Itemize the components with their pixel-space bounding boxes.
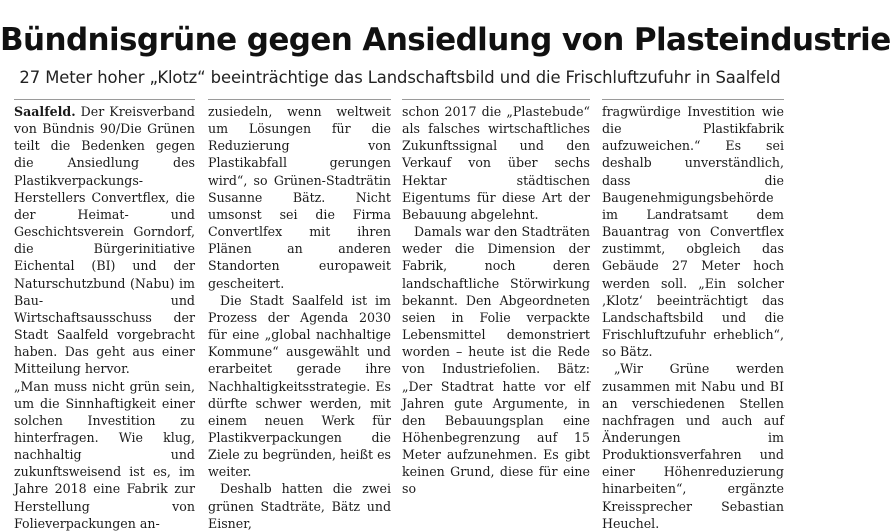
article-paragraph: Die Stadt Saalfeld ist im Prozess der Agenda 2030 für eine „global nachhaltige Kommune“ ausgewählt und erarbeitet gerade ihre Nachhaltigkeitsstrategie. Es dürfte schwer werden, mit einem neuen Werk für Plastikverpackungen die Ziele zu begründen, heißt es weiter. [208,292,391,480]
article-paragraph [14,103,195,378]
article-column-1 [14,103,195,531]
article-paragraph: fragwürdige Investition wie die Plastikfabrik aufzuweichen.“ Es sei deshalb unverständlich, dass die Baugenehmigungsbehörde im Landratsamt dem Bauantrag von Convertflex zustimmt, obgleich das Gebäude 27 Meter hoch werden soll. „Ein solcher ‚Klotz‘ beeinträchtigt das Landschaftsbild und die Frischluftzufuhr erheblich“, so Bätz. [602,104,784,360]
column-rule [602,99,784,100]
paragraph-text: Der Kreisverband von Bündnis 90/Die Grünen teilt die Bedenken gegen die Ansiedlung des Plastikverpackungs-Herstellers Convertflex, die der Heimat- und Geschichtsverein Gorndorf, die Bürgerinitiative Eichental (BI) und der Naturschutzbund (Nabu) im Bau- und Wirtschaftsausschuss der Stadt Saalfeld vorgebracht haben. Das geht aus einer Mitteilung hervor. [14,104,195,377]
article-paragraph: Deshalb hatten die zwei grünen Stadträte, Bätz und Eisner, [208,481,391,531]
column-rule [402,99,590,100]
headline: Bündnisgrüne gegen Ansiedlung von Plasteindustrie [0,22,891,58]
article-paragraph: „Man muss nicht grün sein, um die Sinnhaftigkeit einer solchen Investition zu hinterfragen. Wie klug, nachhaltig und zukunftsweisend ist es, im Jahre 2018 eine Fabrik zur Herstellung von Folieverpackungen an- [14,378,195,531]
column-rule [14,99,195,100]
subheadline: 27 Meter hoher „Klotz“ beeinträchtige das Landschaftsbild und die Frischluftzufuhr in Saalfeld [19,68,781,87]
article-column-4 [602,103,784,531]
article-column-2 [208,103,391,531]
article-column-3 [402,103,590,497]
article-paragraph: schon 2017 die „Plastebude“ als falsches wirtschaftliches Zukunftssignal und den Verkauf von über sechs Hektar städtischen Eigentums für diese Art der Bebauung abgelehnt. [402,104,590,222]
article-paragraph: „Wir Grüne werden zusammen mit Nabu und BI an verschiedenen Stellen nachfragen und auch auf Änderungen im Produktionsverfahren und einer Höhenreduzierung hinarbeiten“, ergänzte Kreissprecher Sebastian Heuchel. [602,361,784,531]
dateline: Saalfeld. [14,104,76,119]
column-rule [208,99,391,100]
article-paragraph: zusiedeln, wenn weltweit um Lösungen für die Reduzierung von Plastikabfall gerungen wird“, so Grünen-Stadträtin Susanne Bätz. Nicht umsonst sei die Firma Convertlfex mit ihren Plänen an anderen Standorten europaweit gescheitert. [208,104,391,291]
article-paragraph: Damals war den Stadträten weder die Dimension der Fabrik, noch deren landschaftliche Störwirkung bekannt. Den Abgeordneten seien in Folie verpackte Lebensmittel demonstriert worden – heute ist die Rede von Industriefolien. Bätz: „Der Stadtrat hatte vor elf Jahren gute Argumente, in den Bebauungsplan eine Höhenbegrenzung auf 15 Meter aufzunehmen. Es gibt keinen Grund, diese für eine so [402,224,590,497]
